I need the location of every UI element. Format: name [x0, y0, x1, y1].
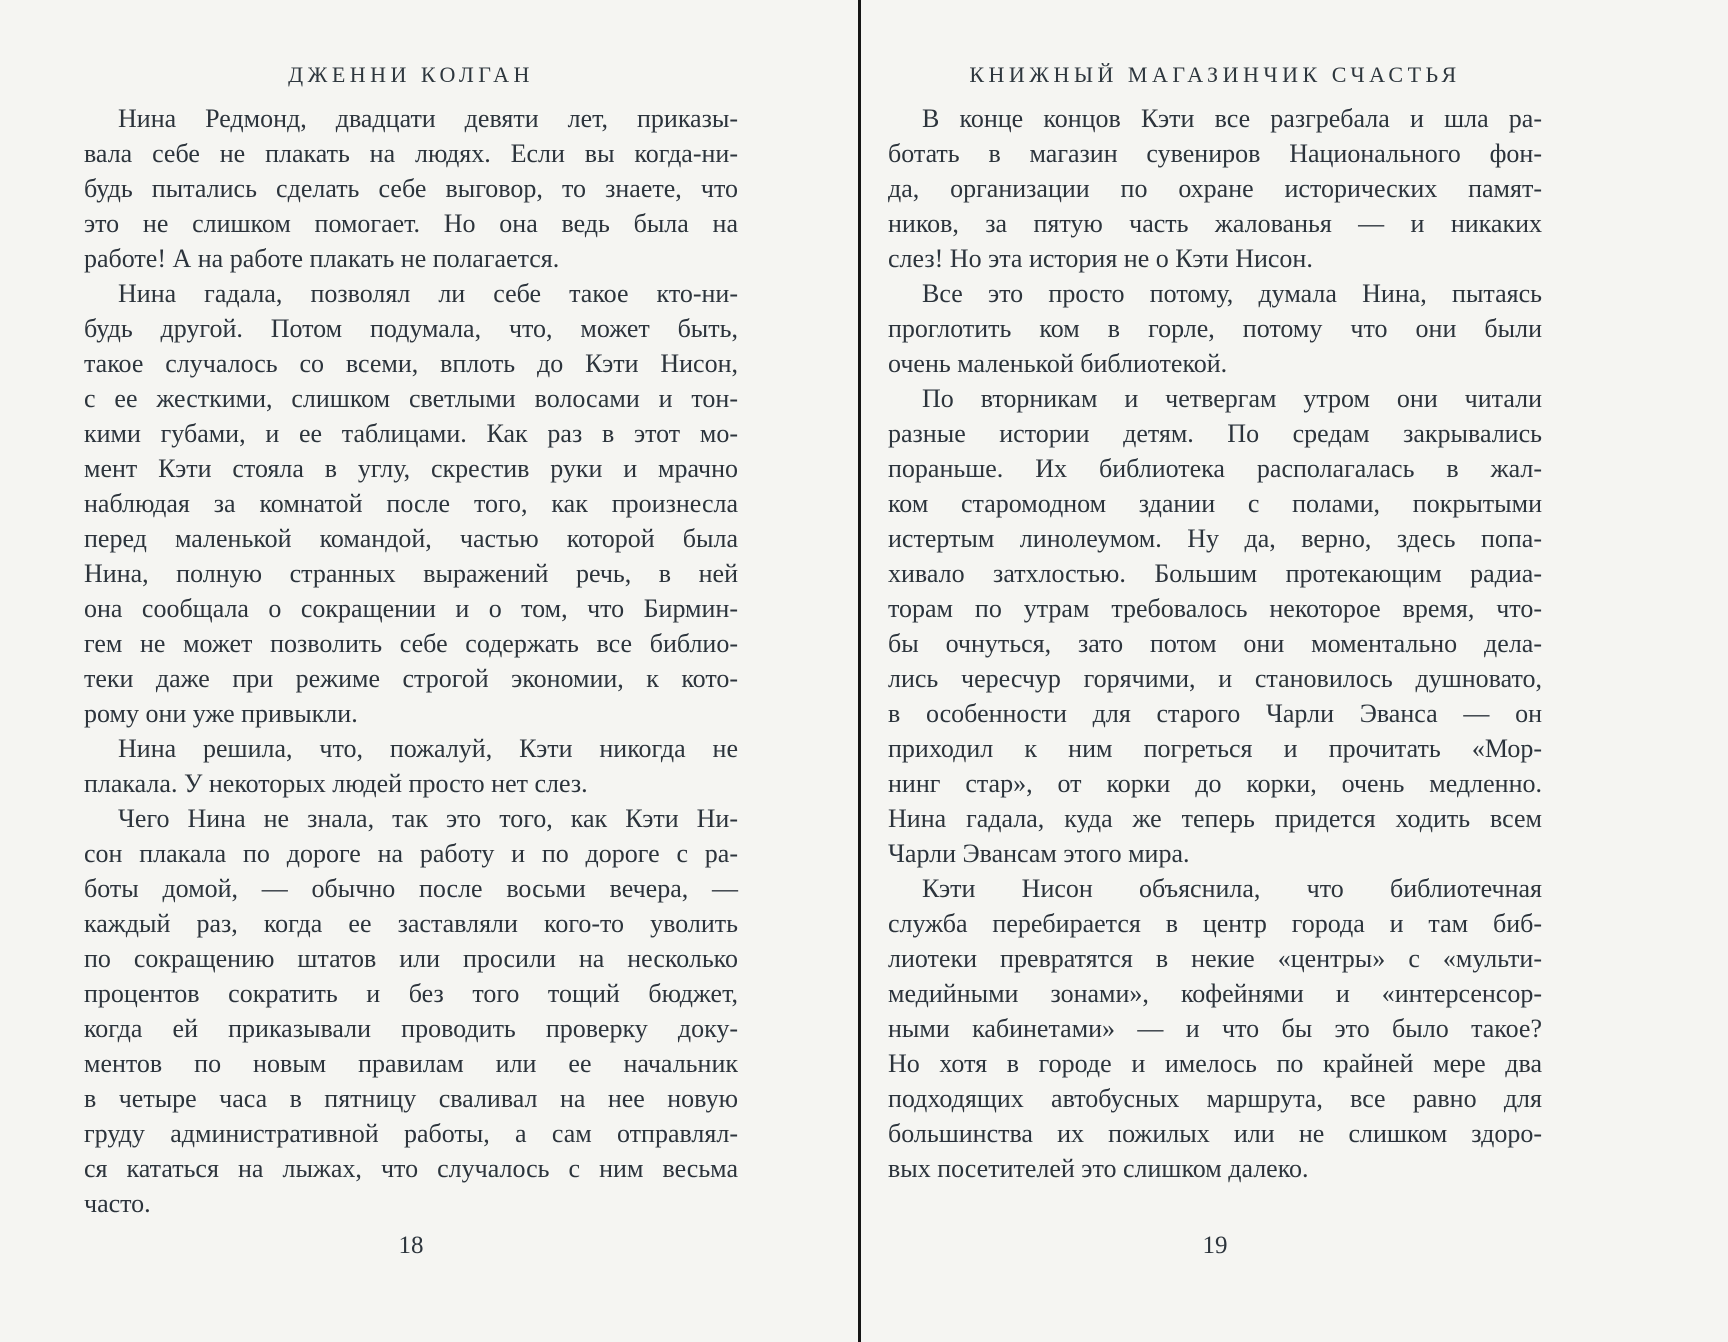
text-line: сон плакала по дороге на работу и по дороге с ра-: [84, 839, 738, 868]
page-body-left: [84, 101, 738, 1221]
text-line: кими губами, и ее таблицами. Как раз в этот мо-: [84, 419, 738, 448]
text-line: Все это просто потому, думала Нина, пытаясь: [922, 279, 1542, 308]
text-line: в четыре часа в пятницу сваливал на нее новую: [84, 1084, 738, 1113]
text-line: медийными зонами», кофейнями и «интерсенсор-: [888, 979, 1542, 1008]
text-line: ся кататься на лыжах, что случалось с ним весьма: [84, 1154, 738, 1183]
text-line: разные истории детям. По средам закрывались: [888, 419, 1542, 448]
text-line: гем не может позволить себе содержать все библио-: [84, 629, 738, 658]
text-line: когда ей приказывали проводить проверку доку-: [84, 1014, 738, 1043]
text-line: Нина решила, что, пожалуй, Кэти никогда не: [118, 734, 738, 763]
text-line: Но хотя в городе и имелось по крайней мере два: [888, 1049, 1542, 1078]
paragraph: [84, 801, 738, 1221]
running-head-book-title: КНИЖНЫЙ МАГАЗИНЧИК СЧАСТЬЯ: [969, 62, 1461, 87]
text-line: подходящих автобусных маршрута, все равно для: [888, 1084, 1542, 1113]
page-number-left: 18: [398, 1232, 424, 1259]
text-line: Чего Нина не знала, так это того, как Кэти Ни-: [118, 804, 738, 833]
text-line: большинства их пожилых или не слишком здоро-: [888, 1119, 1542, 1148]
text-line: да, организации по охране исторических памят-: [888, 174, 1542, 203]
text-line: Чарли Эвансам этого мира.: [888, 839, 1190, 868]
text-line: пораньше. Их библиотека располагалась в жал-: [888, 454, 1542, 483]
text-line: приходил к ним погреться и прочитать «Мор-: [888, 734, 1542, 763]
text-line: очень маленькой библиотекой.: [888, 349, 1228, 378]
text-line: Нина, полную странных выражений речь, в ней: [84, 559, 738, 588]
text-line: нинг стар», от корки до корки, очень медленно.: [888, 769, 1542, 798]
text-line: истертым линолеумом. Ну да, верно, здесь попа-: [888, 524, 1542, 553]
paragraph: [888, 101, 1542, 276]
text-line: ными кабинетами» — и что бы это было такое?: [888, 1014, 1542, 1043]
text-line: будь пытались сделать себе выговор, то знаете, что: [84, 174, 738, 203]
paragraph: [84, 276, 738, 731]
text-line: По вторникам и четвергам утром они читали: [922, 384, 1542, 413]
text-line: хивало затхлостью. Большим протекающим радиа-: [888, 559, 1542, 588]
text-line: такое случалось со всеми, вплоть до Кэти Нисон,: [84, 349, 738, 378]
page-right: [888, 0, 1542, 1342]
text-line: она сообщала о сокращении и о том, что Бирмин-: [84, 594, 738, 623]
text-line: вых посетителей это слишком далеко.: [888, 1154, 1309, 1183]
page-divider: [858, 0, 861, 1342]
text-line: Нина гадала, куда же теперь придется ходить всем: [888, 804, 1542, 833]
page-number-right: 19: [1202, 1232, 1228, 1259]
paragraph: [888, 871, 1542, 1186]
paragraph: [888, 276, 1542, 381]
text-line: В конце концов Кэти все разгребала и шла ра-: [922, 104, 1542, 133]
text-line: ников, за пятую часть жалованья — и никаких: [888, 209, 1542, 238]
text-line: ком старомодном здании с полами, покрытыми: [888, 489, 1542, 518]
text-line: Нина гадала, позволял ли себе такое кто-ни-: [118, 279, 738, 308]
text-line: ментов по новым правилам или ее начальник: [84, 1049, 738, 1078]
text-line: с ее жесткими, слишком светлыми волосами и тон-: [84, 384, 738, 413]
text-line: Нина Редмонд, двадцати девяти лет, приказы-: [118, 104, 738, 133]
text-line: бы очнуться, зато потом они моментально дела-: [888, 629, 1542, 658]
text-line: часто.: [84, 1189, 151, 1218]
text-line: работе! А на работе плакать не полагается.: [84, 244, 560, 273]
text-line: проглотить ком в горле, потому что они были: [888, 314, 1542, 343]
text-line: служба перебирается в центр города и там биб-: [888, 909, 1542, 938]
text-line: торам по утрам требовалось некоторое время, что-: [888, 594, 1542, 623]
text-line: в особенности для старого Чарли Эванса — он: [888, 699, 1542, 728]
text-line: наблюдая за комнатой после того, как произнесла: [84, 489, 738, 518]
page-left: [84, 0, 738, 1342]
text-line: слез! Но эта история не о Кэти Нисон.: [888, 244, 1313, 273]
text-line: по сокращению штатов или просили на несколько: [84, 944, 738, 973]
paragraph: [888, 381, 1542, 871]
text-line: лиотеки превратятся в некие «центры» с «мульти-: [888, 944, 1542, 973]
running-head-author: ДЖЕННИ КОЛГАН: [288, 62, 534, 87]
text-line: боты домой, — обычно после восьми вечера, —: [84, 874, 738, 903]
text-line: теки даже при режиме строгой экономии, к кото-: [84, 664, 738, 693]
text-line: вала себе не плакать на людях. Если вы когда-ни-: [84, 139, 738, 168]
text-line: Кэти Нисон объяснила, что библиотечная: [922, 874, 1542, 903]
text-line: процентов сократить и без того тощий бюджет,: [84, 979, 738, 1008]
text-line: лись чересчур горячими, и становилось душновато,: [888, 664, 1542, 693]
text-line: это не слишком помогает. Но она ведь была на: [84, 209, 738, 238]
text-line: перед маленькой командой, частью которой была: [84, 524, 738, 553]
text-line: будь другой. Потом подумала, что, может быть,: [84, 314, 738, 343]
paragraph: [84, 101, 738, 276]
text-line: груду административной работы, а сам отправлял-: [84, 1119, 738, 1148]
text-line: ботать в магазин сувениров Национального фон-: [888, 139, 1542, 168]
text-line: мент Кэти стояла в углу, скрестив руки и мрачно: [84, 454, 738, 483]
text-line: каждый раз, когда ее заставляли кого-то уволить: [84, 909, 738, 938]
paragraph: [84, 731, 738, 801]
text-line: плакала. У некоторых людей просто нет слез.: [84, 769, 588, 798]
page-body-right: [888, 101, 1542, 1186]
text-line: рому они уже привыкли.: [84, 699, 358, 728]
